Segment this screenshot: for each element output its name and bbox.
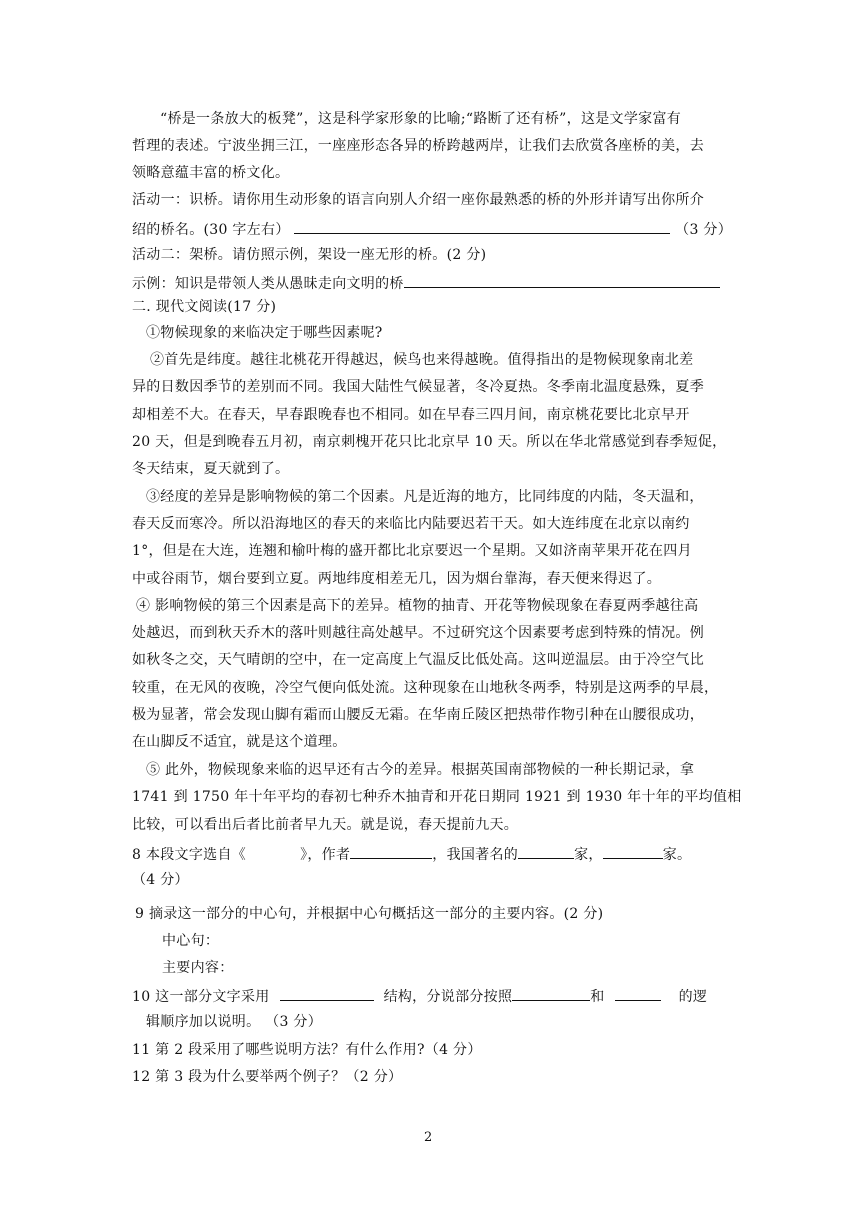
passage-p5-line: 1741 到 1750 年十年平均的春初七种乔木抽青和开花日期同 1921 到 1930 年十年的平均值相	[132, 789, 742, 805]
activity1-line-1: 活动一：识桥。请你用生动形象的语言向别人介绍一座你最熟悉的桥的外形并请写出你所介	[132, 192, 704, 208]
passage-p3-line: 中或谷雨节，烟台要到立夏。两地纬度相差无几，因为烟台靠海，春天便来得迟了。	[132, 571, 662, 587]
passage-p3-line: ③经度的差异是影响物候的第二个因素。凡是近海的地方，比同纬度的内陆，冬天温和，	[146, 489, 704, 505]
activity1-line-2	[132, 218, 732, 240]
passage-p4-line: ④ 影响物候的第三个因素是高下的差异。植物的抽青、开花等物候现象在春夏两季越往高	[136, 598, 699, 614]
intro-line-2: 哲理的表述。宁波坐拥三江，一座座形态各异的桥跨越两岸，让我们去欣赏各座桥的美，去	[132, 138, 704, 154]
question-11: 11 第 2 段采用了哪些说明方法？有什么作用?（4 分）	[132, 1042, 482, 1058]
passage-p1: ①物候现象的来临决定于哪些因素呢?	[146, 325, 383, 341]
activity2-instruction: 活动二：架桥。请仿照示例，架设一座无形的桥。(2 分)	[132, 247, 487, 263]
intro-line-1: “桥是一条放大的板凳”，这是科学家形象的比喻;“路断了还有桥”，这是文学家富有	[160, 111, 682, 127]
q8-text: 家，	[574, 847, 603, 863]
question-8	[132, 843, 732, 865]
passage-p3-line: 春天反而寒冷。所以沿海地区的春天的来临比内陆要迟若干天。如大连纬度在北京以南约	[132, 516, 690, 532]
q10-order1-blank[interactable]	[512, 985, 590, 1001]
question-10	[132, 985, 732, 1007]
passage-p2-line: 20 天，但是到晚春五月初，南京刺槐开花只比北京早 10 天。所以在华北常感觉到春季短促，	[132, 434, 727, 450]
q10-text: 10 这一部分文字采用	[132, 989, 270, 1005]
q8-text: 8 本段文字选自《	[132, 847, 247, 863]
q10-structure-blank[interactable]	[280, 985, 374, 1001]
q10-order2-blank[interactable]	[615, 985, 661, 1001]
q10-text: 和	[590, 989, 605, 1005]
q8-field1-blank[interactable]	[518, 843, 574, 859]
q10-text: 的逻	[678, 989, 708, 1005]
q8-score: （4 分）	[132, 872, 189, 888]
q10-continuation: 辑顺序加以说明。 （3 分）	[146, 1014, 323, 1030]
activity1-score: （3 分）	[675, 222, 733, 238]
activity1-prompt: 绍的桥名。(30 字左右）	[132, 222, 290, 238]
q9-main-content-label: 主要内容：	[162, 960, 234, 976]
question-12: 12 第 3 段为什么要举两个例子？（2 分）	[132, 1069, 403, 1085]
passage-p4-line: 处越迟，而到秋天乔木的落叶则越往高处越早。不过研究这个因素要考虑到特殊的情况。例	[132, 625, 704, 641]
q8-text: 》，作者	[300, 847, 351, 863]
activity2-example: 示例：知识是带领人类从愚昧走向文明的桥	[132, 276, 404, 292]
passage-p2-line: ②首先是纬度。越往北桃花开得越迟，候鸟也来得越晚。值得指出的是物候现象南北差	[150, 352, 694, 368]
question-9: 9 摘录这一部分的中心句，并根据中心句概括这一部分的主要内容。(2 分)	[135, 906, 604, 922]
activity1-answer-blank[interactable]	[294, 218, 670, 234]
q8-author-blank[interactable]	[350, 843, 432, 859]
passage-p2-line: 冬天结束，夏天就到了。	[132, 461, 290, 477]
q9-center-sentence-label: 中心句：	[162, 933, 220, 949]
page-number: 2	[424, 1130, 433, 1145]
q8-text: ，我国著名的	[432, 847, 519, 863]
passage-p2-line: 却相差不大。在春天，早春跟晚春也不相同。如在早春三四月间，南京桃花要比北京早开	[132, 407, 690, 423]
passage-p5-line: ⑤ 此外，物候现象来临的迟早还有古今的差异。根据英国南部物候的一种长期记录，拿	[146, 762, 695, 778]
activity2-example-line	[132, 272, 732, 294]
passage-p3-line: 1°，但是在大连，连翘和榆叶梅的盛开都比北京要迟一个星期。又如济南苹果开花在四月	[132, 543, 692, 559]
q8-text: 家。	[662, 847, 692, 863]
passage-p4-line: 在山脚反不适宜，就是这个道理。	[132, 734, 347, 750]
section2-heading: 二. 现代文阅读(17 分)	[132, 299, 277, 315]
passage-p5-line: 比较，可以看出后者比前者早九天。就是说，春天提前九天。	[132, 817, 519, 833]
passage-p2-line: 异的日数因季节的差别而不同。我国大陆性气候显著，冬冷夏热。冬季南北温度悬殊，夏季	[132, 379, 704, 395]
q10-text: 结构，分说部分按照	[383, 989, 513, 1005]
passage-p4-line: 如秋冬之交，天气晴朗的空中，在一定高度上气温反比低处高。这叫逆温层。由于冷空气比	[132, 652, 704, 668]
q8-field2-blank[interactable]	[603, 843, 663, 859]
passage-p4-line: 极为显著，常会发现山脚有霜而山腰反无霜。在华南丘陵区把热带作物引种在山腰很成功，	[132, 707, 704, 723]
passage-p4-line: 较重，在无风的夜晚，冷空气便向低处流。这种现象在山地秋冬两季，特别是这两季的早晨，	[132, 680, 719, 696]
intro-line-3: 领略意蕴丰富的桥文化。	[132, 165, 290, 181]
activity2-answer-blank[interactable]	[404, 272, 720, 288]
